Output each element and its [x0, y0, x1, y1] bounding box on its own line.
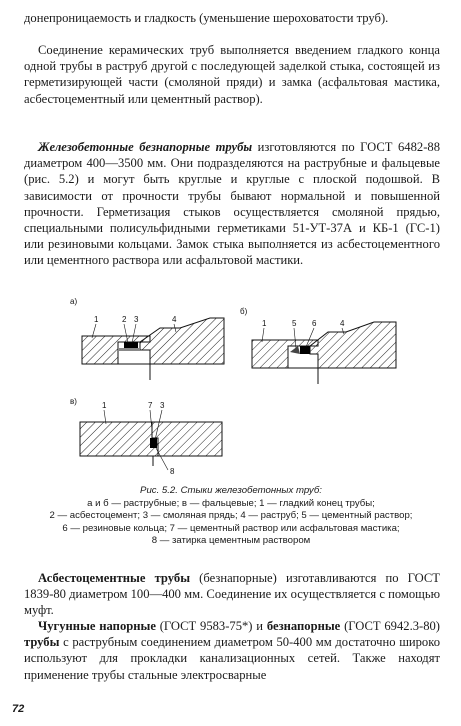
- callout-c-3: 3: [160, 401, 165, 410]
- callout-b-4: 4: [340, 319, 345, 328]
- term-heading: Асбестоцементные трубы: [38, 571, 191, 585]
- callout-a-3: 3: [134, 315, 139, 324]
- joint-b: [252, 322, 396, 384]
- term-heading: Железобетонные безнапорные трубы: [38, 140, 253, 154]
- callout-b-5: 5: [292, 319, 297, 328]
- callout-a-2: 2: [122, 315, 127, 324]
- joint-diagrams: [0, 288, 461, 488]
- term-heading: Чугунные напорные: [38, 619, 156, 633]
- caption-title: Рис. 5.2. Стыки железобетонных труб:: [140, 485, 322, 496]
- term-heading: безнапорные: [266, 619, 341, 633]
- callout-c-7: 7: [148, 401, 153, 410]
- paragraph-concrete-pipes: [24, 139, 440, 269]
- paragraph-text: с раструбным соединением диаметром 50-400 мм достаточно широко используют для прокладки канализационных сетей. Также находят применение трубы стальные электросварные: [24, 635, 440, 682]
- caption-line: а и б — раструбные; в — фальцевые; 1 — гладкий конец трубы;: [87, 497, 375, 509]
- paragraph-asbestos-pipes: [24, 570, 440, 619]
- joint-a: [82, 318, 224, 380]
- figure-caption: [18, 485, 444, 548]
- panel-a-label: а): [70, 297, 78, 306]
- panel-c-label: в): [70, 397, 77, 406]
- page-number: 72: [12, 703, 25, 715]
- callout-b-6: 6: [312, 319, 317, 328]
- caption-line: 8 — затирка цементным раствором: [151, 535, 311, 547]
- paragraph-text: (ГОСТ 9583-75*) и: [155, 619, 267, 633]
- joint-c: [80, 422, 222, 466]
- panel-b-label: б): [240, 307, 248, 316]
- paragraph-text: изготовляются по ГОСТ 6482-88 диаметром 400—3500 мм. Они подразделяются на раструбные и фальцевые (рис. 5.2) и могут быть круглые и круглые с плоской подошвой. В зависимости от прочности трубы бывают нормальной и повышенной прочности. Герметизация стыков осуществляется смоляной прядью, специальными полисульфидными герметиками 51-УТ-37А и КБ-1 (ГС-1) или резиновыми кольцами. Замок стыка выполняется из асбестоцементного или цементного раствора или асфальтовой мастики.: [24, 140, 440, 268]
- callout-c-8: 8: [170, 467, 175, 476]
- paragraph-cast-iron-pipes: [24, 618, 440, 683]
- paragraph-text: Соединение керамических труб выполняется введением гладкого конца одной трубы в раструб другой с последующей заделкой стыка, состоящей из герметизирующей части (смоляной пряди) и замка (асфальтовая мастика, асбестоцементный или цементный раствор).: [24, 43, 440, 106]
- paragraph-ceramic-pipes: [24, 42, 440, 107]
- paragraph-text: (ГОСТ 6942.3-80): [340, 619, 440, 633]
- paragraph-text: донепроницаемость и гладкость (уменьшение шероховатости труб).: [24, 11, 389, 25]
- callout-b-1: 1: [262, 319, 267, 328]
- callout-a-4: 4: [172, 315, 177, 324]
- term-heading: трубы: [24, 635, 60, 650]
- paragraph-continuation: [24, 10, 440, 26]
- callout-a-1: 1: [94, 315, 99, 324]
- caption-line: 2 — асбестоцемент; 3 — смоляная прядь; 4 — раструб; 5 — цементный раствор;: [49, 510, 413, 522]
- paragraph-text: (безнапорные) изготавливаются по ГОСТ 1839-80 диаметром 100—400 мм. Соединение их осуществляется с помощью муфт.: [24, 571, 440, 618]
- callout-c-1: 1: [102, 401, 107, 410]
- caption-line: 6 — резиновые кольца; 7 — цементный раствор или асфальтовая мастика;: [62, 522, 400, 534]
